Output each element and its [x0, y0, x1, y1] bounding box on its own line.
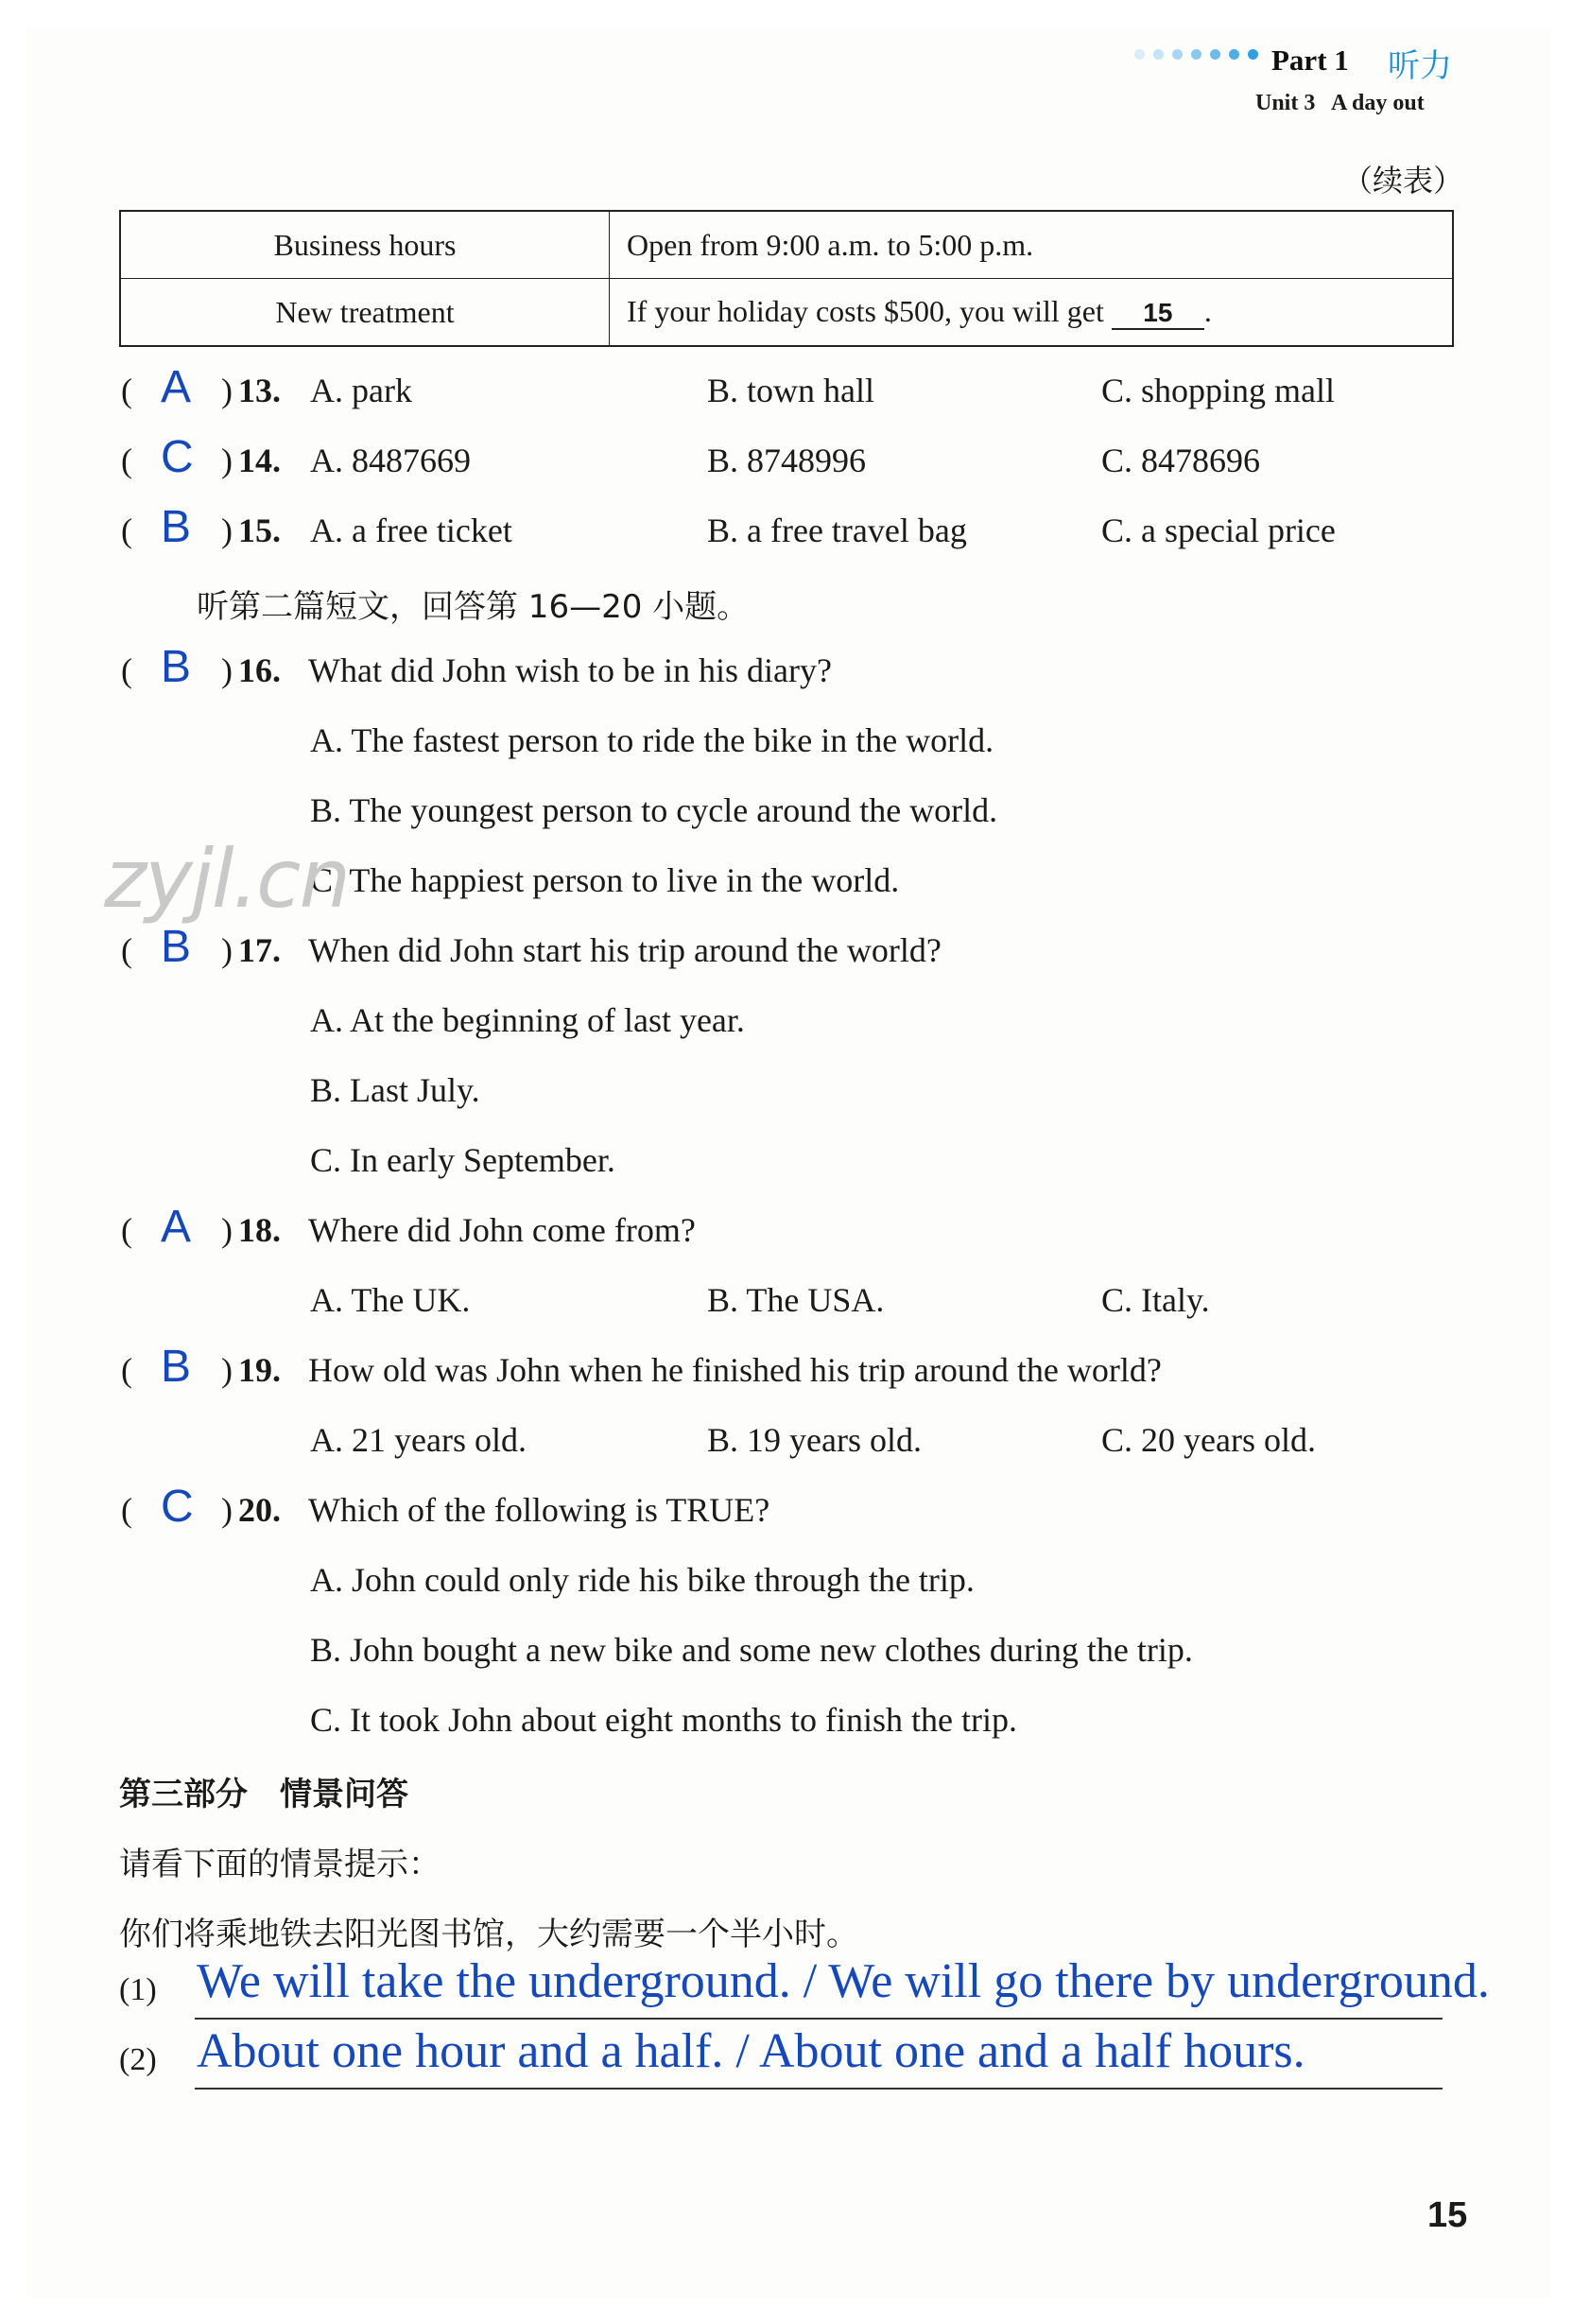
header-dot [1153, 49, 1164, 60]
paren-left: ( [121, 512, 132, 549]
question-stem: What did John wish to be in his diary? [308, 651, 832, 689]
option-a: A. 21 years old. [310, 1421, 527, 1459]
table-value: Open from 9:00 a.m. to 5:00 p.m. [610, 211, 1454, 279]
paren-left: ( [121, 442, 132, 479]
answer-underline [195, 2088, 1443, 2090]
paren-right: ) [221, 931, 233, 969]
option-a: A. a free ticket [310, 512, 512, 549]
option-row [0, 1700, 1590, 1757]
info-table [119, 210, 1454, 347]
paren-left: ( [121, 1491, 132, 1529]
paren-right: ) [221, 442, 233, 479]
paren-left: ( [121, 651, 132, 689]
option-b: B. town hall [707, 372, 874, 409]
option-row [0, 1630, 1590, 1687]
option-row [0, 1560, 1590, 1617]
handwritten-answer: B [161, 642, 192, 692]
question-15 [0, 502, 1590, 567]
answer-underline [195, 2018, 1443, 2020]
paren-right: ) [221, 372, 233, 409]
option-c: C. 8478696 [1101, 442, 1261, 479]
handwritten-answer: A [161, 1202, 192, 1252]
paren-right: ) [221, 1211, 233, 1249]
option-c: C. It took John about eight months to finish the trip. [310, 1701, 1017, 1739]
question-number: 20. [238, 1491, 281, 1529]
page-number: 15 [1427, 2195, 1468, 2235]
header-part: Part 1 [1271, 43, 1349, 77]
header-dot [1134, 49, 1145, 60]
option-c: C. In early September. [310, 1141, 615, 1179]
header-dots [1134, 49, 1258, 60]
table-row [120, 279, 1453, 347]
option-row [0, 1140, 1590, 1197]
option-c: C. Italy. [1101, 1281, 1210, 1319]
table-value-prefix: If your holiday costs $500, you will get [627, 294, 1104, 328]
question-20 [0, 1482, 1590, 1547]
answer-index: (1) [119, 1972, 157, 2007]
question-number: 15. [238, 512, 281, 549]
question-13 [0, 362, 1590, 427]
handwritten-answer: B [161, 1342, 192, 1392]
part3-heading [0, 1768, 1590, 1825]
table-label: Business hours [120, 211, 610, 279]
question-stem: When did John start his trip around the world? [308, 931, 942, 969]
option-c: C. The happiest person to live in the world. [310, 861, 900, 899]
handwritten-answer: C [161, 432, 194, 482]
table-label: New treatment [120, 279, 610, 347]
question-stem: Where did John come from? [308, 1211, 696, 1249]
option-b: B. a free travel bag [707, 512, 967, 549]
handwritten-answer: B [161, 502, 192, 552]
option-row [0, 1420, 1590, 1477]
option-a: A. The fastest person to ride the bike in the world. [310, 721, 994, 759]
paren-right: ) [221, 1351, 233, 1389]
question-17 [0, 922, 1590, 987]
header-unit-number: Unit 3 [1255, 91, 1316, 115]
option-row [0, 1000, 1590, 1057]
option-row [0, 1070, 1590, 1127]
handwritten-answer-line: About one hour and a half. / About one and a half hours. [197, 2024, 1305, 2078]
option-b: B. 8748996 [707, 442, 867, 479]
option-row [0, 1280, 1590, 1337]
answer-blank: 15 [1112, 298, 1204, 330]
header-section: 听力 [1388, 47, 1452, 85]
table-value-suffix: . [1203, 294, 1212, 328]
option-b: B. The USA. [707, 1281, 885, 1319]
answer-index: (2) [119, 2042, 157, 2077]
option-a: A. John could only ride his bike through the trip. [310, 1561, 975, 1599]
question-16 [0, 642, 1590, 707]
header-dot [1229, 49, 1239, 60]
question-19 [0, 1342, 1590, 1407]
handwritten-answer: B [161, 922, 192, 972]
option-b: B. 19 years old. [707, 1421, 922, 1459]
option-c: C. shopping mall [1101, 372, 1336, 409]
question-number: 14. [238, 442, 281, 479]
header-dot [1172, 49, 1183, 60]
paren-left: ( [121, 931, 132, 969]
question-number: 18. [238, 1211, 281, 1249]
option-a: A. 8487669 [310, 442, 471, 479]
question-18 [0, 1202, 1590, 1267]
part3-prompt-label-row [0, 1838, 1590, 1895]
handwritten-answer: C [161, 1482, 194, 1532]
paren-left: ( [121, 372, 132, 409]
question-number: 16. [238, 651, 281, 689]
question-stem: Which of the following is TRUE? [308, 1491, 770, 1529]
passage-intro [0, 581, 1590, 637]
paren-right: ) [221, 651, 233, 689]
header-dot [1210, 49, 1220, 60]
passage-intro-text: 听第二篇短文，回答第 16—20 小题。 [197, 588, 750, 626]
paren-right: ) [221, 512, 233, 549]
option-c: C. a special price [1101, 512, 1336, 549]
header-unit [1255, 91, 1425, 116]
paren-left: ( [121, 1211, 132, 1249]
option-a: A. The UK. [310, 1281, 471, 1319]
handwritten-answer: A [161, 362, 192, 412]
part3-prompt: 你们将乘地铁去阳光图书馆，大约需要一个半小时。 [119, 1916, 858, 1953]
table-row [120, 211, 1453, 279]
option-b: B. The youngest person to cycle around the world. [310, 791, 998, 829]
watermark: zyjl.cn [104, 832, 349, 927]
header-dot [1248, 49, 1258, 60]
question-number: 19. [238, 1351, 281, 1389]
option-row [0, 720, 1590, 777]
option-b: B. John bought a new bike and some new clothes during the trip. [310, 1631, 1193, 1669]
continued-label: （续表） [1342, 163, 1464, 199]
option-b: B. Last July. [310, 1071, 480, 1109]
part3-prompt-label: 请看下面的情景提示： [119, 1846, 441, 1883]
paren-left: ( [121, 1351, 132, 1389]
option-c: C. 20 years old. [1101, 1421, 1316, 1459]
header-dot [1191, 49, 1201, 60]
option-a: A. park [310, 372, 412, 409]
paren-right: ) [221, 1491, 233, 1529]
option-a: A. At the beginning of last year. [310, 1001, 745, 1039]
part3-title: 第三部分 情景问答 [119, 1776, 408, 1813]
question-number: 13. [238, 372, 281, 409]
header-unit-title: A day out [1331, 91, 1425, 115]
question-14 [0, 432, 1590, 497]
table-value [610, 279, 1454, 347]
handwritten-answer-line: We will take the underground. / We will go there by underground. [197, 1954, 1490, 2008]
question-number: 17. [238, 931, 281, 969]
question-stem: How old was John when he finished his trip around the world? [308, 1351, 1162, 1389]
